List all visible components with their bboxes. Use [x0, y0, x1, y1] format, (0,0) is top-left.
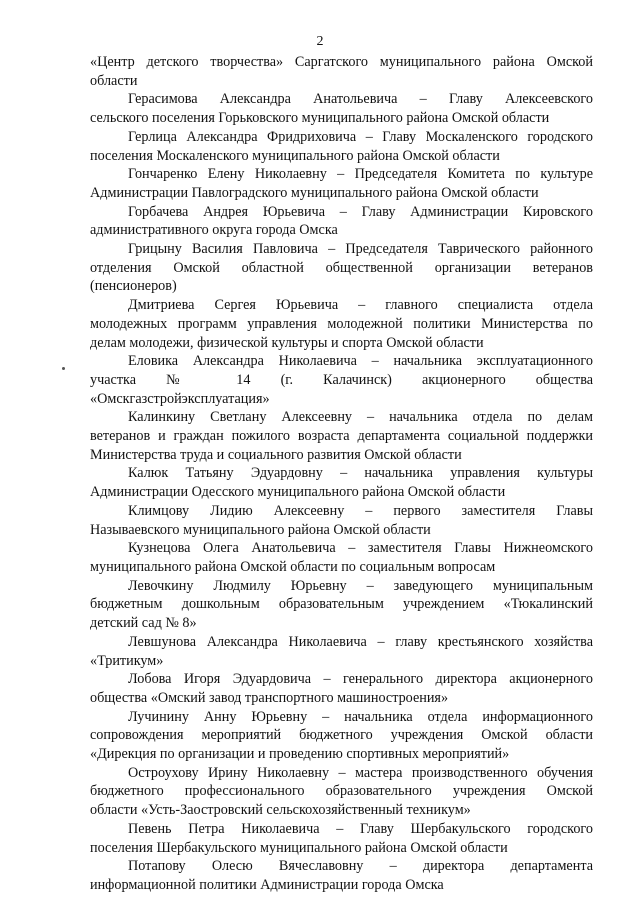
paragraph-line: области «Усть-Заостровский сельскохозяйственный техникум»: [90, 802, 471, 819]
paragraph-line: делам молодежи, физической культуры и спорта Омской области: [90, 334, 484, 351]
paragraph: [90, 408, 593, 464]
paragraph: [90, 240, 593, 296]
paragraph-line: «Центр детского творчества» Саргатского муниципального района Омской: [90, 54, 593, 70]
paragraph-line: поселения Москаленского муниципального района Омской области: [90, 147, 500, 164]
paragraph-line: поселения Шербакульского муниципального района Омской области: [90, 839, 508, 856]
paragraph: [90, 352, 593, 408]
paragraph-line: Левочкину Людмилу Юрьевну – заведующего муниципальным: [128, 577, 593, 594]
paragraph-line: сопровождения мероприятий бюджетного учреждения Омской области: [90, 727, 593, 744]
paragraph: [90, 296, 593, 352]
paragraph: [90, 708, 593, 764]
paragraph-line: Грицыну Василия Павловича – Председателя Таврического районного: [128, 241, 593, 258]
paragraph-line: молодежных программ управления молодежной политики Министерства по: [90, 315, 593, 332]
paragraph-line: Лучинину Анну Юрьевну – начальника отдела информационного: [128, 708, 593, 725]
paragraph: [90, 502, 593, 539]
paragraph-line: информационной политики Администрации города Омска: [90, 876, 444, 893]
paragraph-line: бюджетного профессионального образовательного учреждения Омской: [90, 783, 593, 800]
paragraph: [90, 577, 593, 633]
paragraph: [90, 464, 593, 501]
paragraph-line: отделения Омской областной общественной организации ветеранов: [90, 259, 593, 276]
paragraph-line: Остроухову Ирину Николаевну – мастера производственного обучения: [128, 764, 593, 781]
paragraph-line: Потапову Олесю Вячеславовну – директора департамента: [128, 858, 593, 875]
paragraph-line: «Тритикум»: [90, 652, 164, 669]
paragraph-line: Администрации Павлоградского муниципального района Омской области: [90, 184, 539, 201]
paragraph-line: Администрации Одесского муниципального района Омской области: [90, 484, 506, 501]
paragraph: [90, 539, 593, 576]
paragraph: [90, 53, 593, 90]
page-number: 2: [316, 34, 324, 49]
paragraph-line: ветеранов и граждан пожилого возраста департамента социальной поддержки: [90, 428, 593, 445]
paragraph-line: Климцову Лидию Алексеевну – первого заместителя Главы: [128, 502, 593, 519]
paragraph-line: Калюк Татьяну Эдуардовну – начальника управления культуры: [128, 465, 593, 482]
margin-mark: [62, 367, 65, 370]
paragraph-line: Герлица Александра Фридриховича – Главу Москаленского городского: [128, 128, 593, 145]
paragraph-line: (пенсионеров): [90, 278, 177, 295]
paragraph: [90, 165, 593, 202]
paragraph-line: Калинкину Светлану Алексеевну – начальника отдела по делам: [128, 409, 593, 426]
paragraph: [90, 820, 593, 857]
paragraph-line: общества «Омский завод транспортного машиностроения»: [90, 689, 449, 706]
paragraph-line: области: [90, 72, 138, 89]
paragraph: [90, 764, 593, 820]
paragraph-line: детский сад № 8»: [90, 615, 197, 632]
paragraph-line: Министерства труда и социального развития Омской области: [90, 446, 462, 463]
paragraph-line: Дмитриева Сергея Юрьевича – главного специалиста отдела: [128, 297, 593, 314]
paragraph: [90, 633, 593, 670]
paragraph-line: Кузнецова Олега Анатольевича – заместителя Главы Нижнеомского: [128, 540, 593, 557]
paragraph-line: Левшунова Александра Николаевича – главу крестьянского хозяйства: [128, 633, 593, 650]
paragraph-line: Певень Петра Николаевича – Главу Шербакульского городского: [128, 820, 593, 837]
paragraph-line: Лобова Игоря Эдуардовича – генерального директора акционерного: [128, 671, 593, 688]
paragraph: [90, 857, 593, 894]
paragraph-line: Гончаренко Елену Николаевну – Председателя Комитета по культуре: [128, 166, 593, 183]
paragraph-line: Герасимова Александра Анатольевича – Главу Алексеевского: [128, 91, 593, 108]
paragraph-line: сельского поселения Горьковского муниципального района Омской области: [90, 110, 550, 127]
paragraph-line: Еловика Александра Николаевича – начальника эксплуатационного: [128, 353, 593, 370]
paragraph-line: бюджетным дошкольным образовательным учреждением «Тюкалинский: [90, 596, 593, 613]
paragraph-line: Называевского муниципального района Омской области: [90, 521, 431, 538]
paragraph: [90, 670, 593, 707]
paragraph-line: Горбачева Андрея Юрьевича – Главу Администрации Кировского: [128, 203, 593, 220]
paragraph: [90, 90, 593, 127]
paragraph: [90, 128, 593, 165]
paragraph-line: муниципального района Омской области по социальным вопросам: [90, 558, 496, 575]
paragraph-line: административного округа города Омска: [90, 222, 338, 239]
paragraph-line: «Дирекция по организации и проведению спортивных мероприятий»: [90, 746, 510, 763]
paragraph: [90, 203, 593, 240]
document-body: [90, 53, 593, 895]
paragraph-line: участка № 14 (г. Калачинск) акционерного общества: [90, 371, 593, 388]
paragraph-line: «Омскгазстройэксплуатация»: [90, 390, 270, 407]
